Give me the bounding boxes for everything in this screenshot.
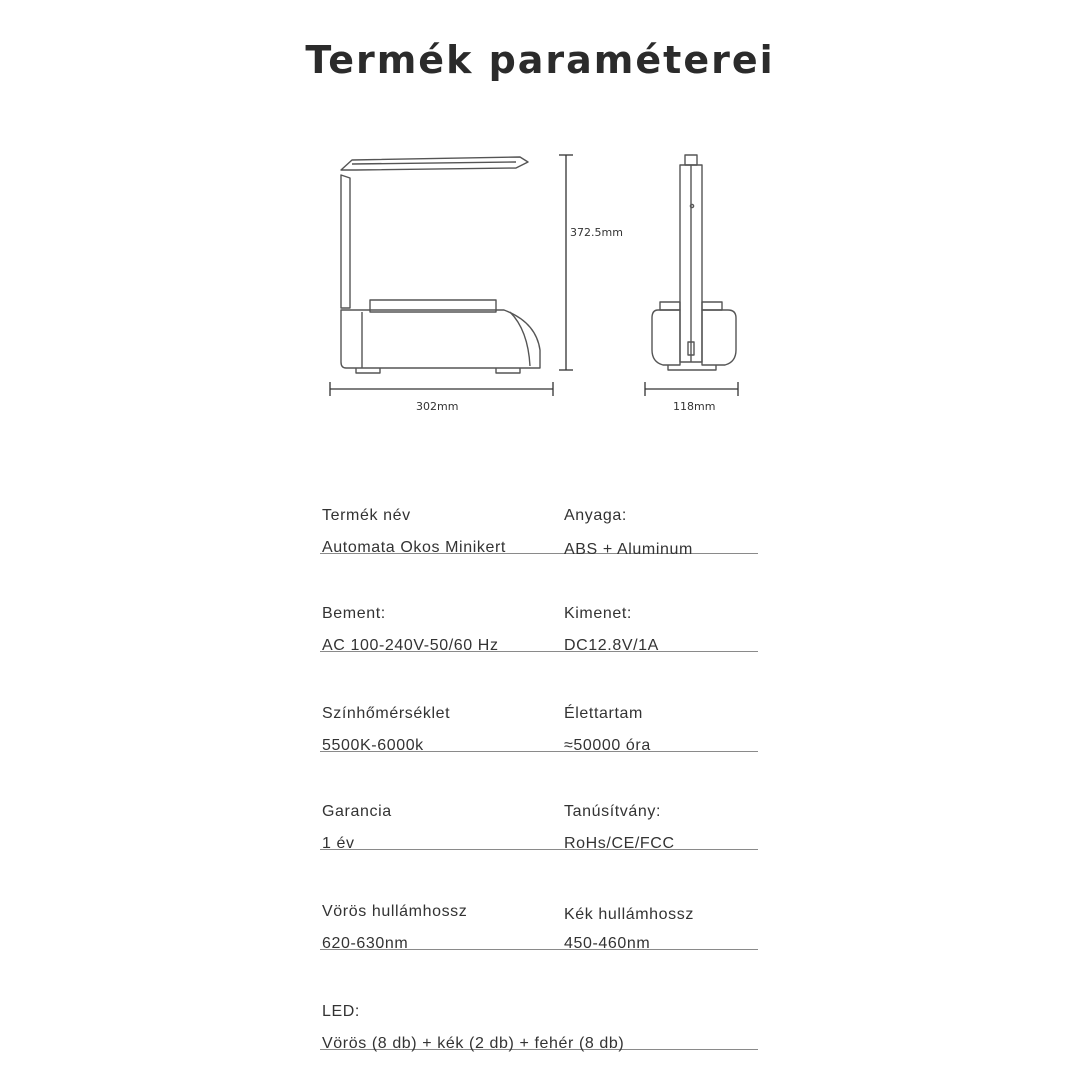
led-label: LED:: [322, 1003, 360, 1020]
height-dimension-line: [559, 155, 573, 370]
depth-dimension-label: 118mm: [673, 400, 716, 413]
spec-row: [320, 903, 758, 950]
spec-row: [320, 803, 758, 850]
spec-row: [320, 605, 758, 652]
spec-label: Bement:: [322, 605, 386, 622]
spec-value: 620-630nm: [322, 935, 409, 952]
spec-value: ABS + Aluminum: [564, 541, 693, 558]
product-dimension-diagram: [0, 0, 1080, 440]
spec-row: [320, 705, 758, 752]
spec-label: Garancia: [322, 803, 392, 820]
height-dimension-label: 372.5mm: [570, 226, 623, 239]
spec-value: ≈50000 óra: [564, 737, 651, 754]
spec-label: Termék név: [322, 507, 411, 524]
spec-label: Vörös hullámhossz: [322, 903, 468, 920]
page-title: Termék paraméterei: [305, 38, 775, 82]
spec-value: 1 év: [322, 835, 355, 852]
spec-label: Élettartam: [564, 705, 643, 722]
spec-label: Színhőmérséklet: [322, 705, 451, 722]
depth-dimension-line: [645, 382, 738, 396]
spec-label: Anyaga:: [564, 507, 627, 524]
spec-label: Kék hullámhossz: [564, 906, 694, 923]
spec-label: Kimenet:: [564, 605, 632, 622]
spec-value: 5500K-6000k: [322, 737, 424, 754]
spec-value: DC12.8V/1A: [564, 637, 659, 654]
side-view-drawing: [652, 155, 736, 370]
width-dimension-line: [330, 382, 553, 396]
front-view-drawing: [341, 157, 540, 373]
led-row: [320, 1003, 758, 1050]
led-value: Vörös (8 db) + kék (2 db) + fehér (8 db): [322, 1035, 625, 1052]
width-dimension-label: 302mm: [416, 400, 459, 413]
spec-label: Tanúsítvány:: [564, 803, 662, 820]
spec-value: AC 100-240V-50/60 Hz: [322, 637, 499, 654]
spec-value: Automata Okos Minikert: [322, 539, 506, 556]
spec-value: 450-460nm: [564, 935, 651, 952]
spec-value: RoHs/CE/FCC: [564, 835, 675, 852]
spec-row: [320, 507, 758, 558]
